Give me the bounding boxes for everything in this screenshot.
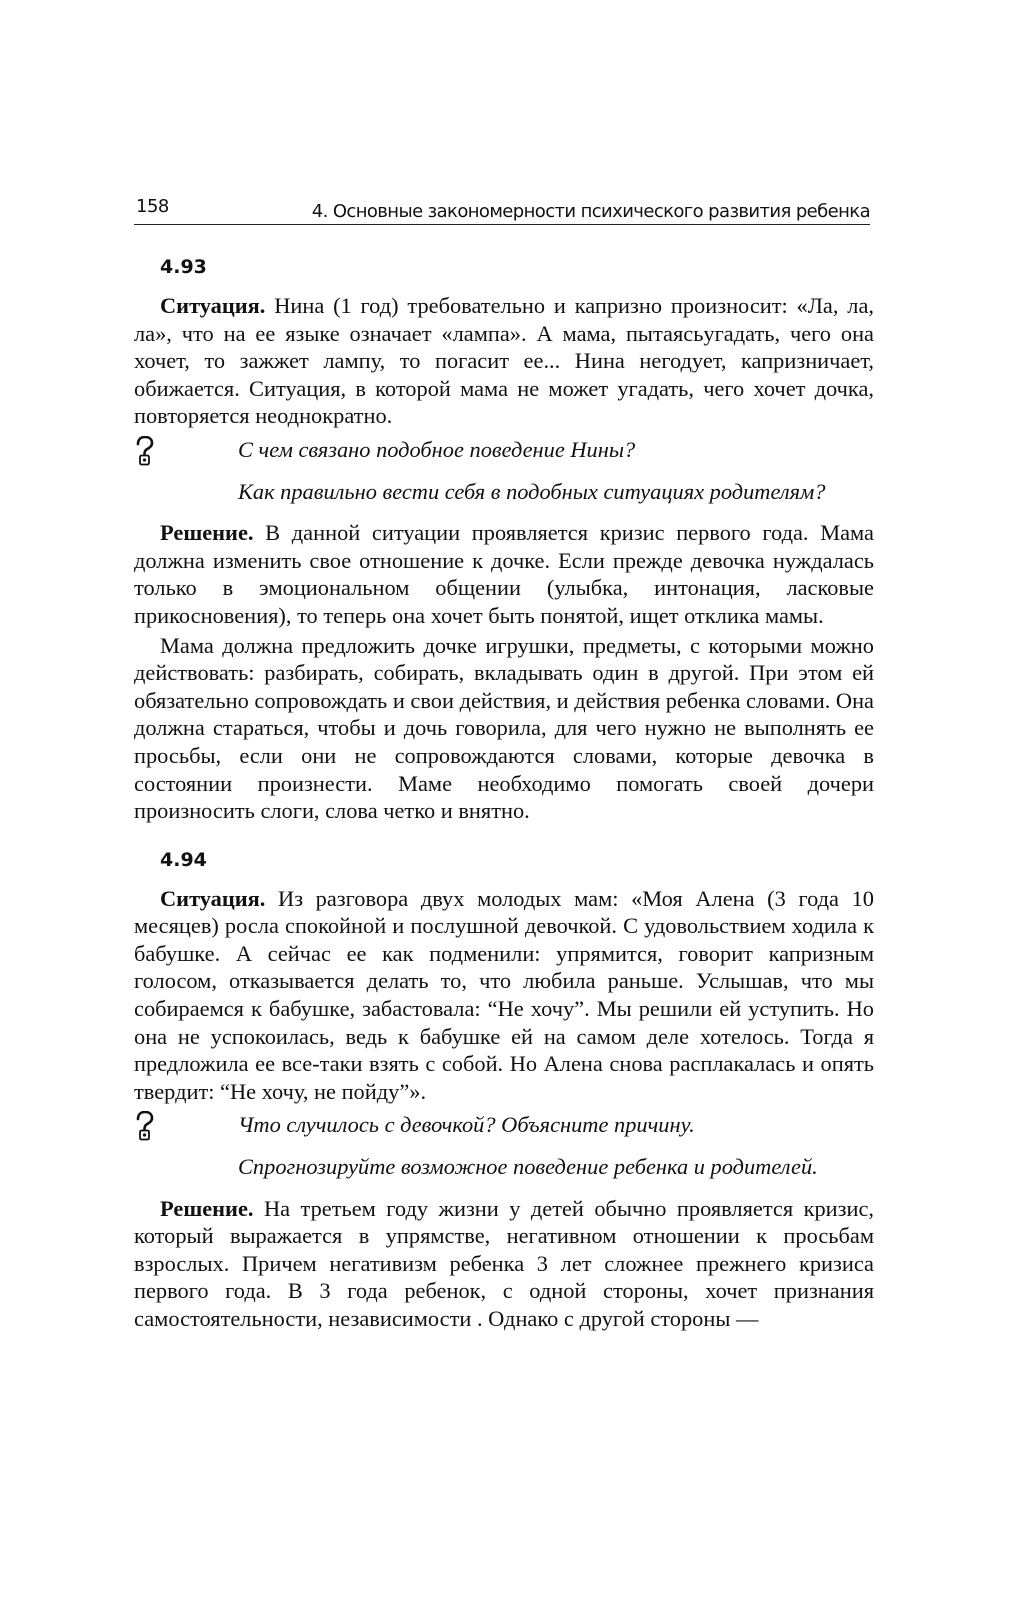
body-paragraph: Мама должна предложить дочке игрушки, предметы, с которыми можно действовать: разбирать, собирать, вкладывать один в другой. При этом ей обязательно сопровождать и свои действия, и действия ребенка словами. Она должна стараться, чтобы и дочь говорила, для чего нужно не выполнять ее просьбы, если они не сопровождаются словами, которые девочка в состоянии произнести. Маме необходимо помогать своей дочери произносить слоги, слова четко и внятно. — [134, 632, 874, 824]
situation-paragraph — [134, 292, 874, 430]
situation-paragraph — [134, 885, 874, 1106]
section-number-4-93: 4.93 — [160, 256, 207, 278]
question-block — [134, 436, 874, 505]
situation-label: Ситуация. — [160, 885, 266, 911]
question-mark-icon — [134, 436, 156, 466]
question-text: Что случилось с девочкой? Объясните причину. — [238, 1112, 695, 1138]
page-number: 158 — [136, 196, 169, 217]
situation-label: Ситуация. — [160, 293, 266, 318]
situation-text: Нина (1 год) требовательно и капризно произносит: «Ла, ла, ла», что на ее языке означает «лампа». А мама, пытаясьугадать, чего она хочет, то зажжет лампу, то погасит ее... Нина негодует, капризничает, обижается. Ситуация, в которой мама не может угадать, чего хочет дочка, повторяется неоднократно. — [134, 293, 874, 429]
section-number-4-94: 4.94 — [160, 848, 207, 871]
solution-paragraph — [134, 519, 874, 629]
question-block — [134, 1111, 874, 1180]
question-text: С чем связано подобное поведение Нины? — [238, 436, 636, 462]
page-content — [134, 240, 874, 1333]
question-mark-icon — [134, 1111, 156, 1141]
chapter-title: 4. Основные закономерности психического развития ребенка — [311, 201, 870, 222]
question-text: Как правильно вести себя в подобных ситуациях родителям? — [238, 478, 826, 504]
question-text: Спрогнозируйте возможное поведение ребенка и родителей. — [238, 1154, 818, 1180]
solution-label: Решение. — [160, 520, 254, 546]
running-head — [134, 192, 870, 225]
situation-text: Из разговора двух молодых мам: «Моя Алена (3 года 10 месяцев) росла спокойной и послушной девочкой. С удовольствием ходила к бабушке. А сейчас ее как подменили: упрямится, говорит капризным голосом, отказывается делать то, что любила раньше. Услышав, что мы собираемся к бабушке, забастовала: “Не хочу”. Мы решили ей уступить. Но она не успокоилась, ведь к бабушке ей на самом деле хотелось. Тогда я предложила ее все-таки взять с собой. Но Алена снова расплакалась и опять твердит: “Не хочу, не пойду”». — [134, 885, 874, 1104]
solution-text: На третьем году жизни у детей обычно проявляется кризис, который выражается в упрямстве, негативном отношении к просьбам взрослых. Причем негативизм ребенка 3 лет сложнее прежнего кризиса первого года. В 3 года ребенок, с одной стороны, хочет признания самостоятельности, независимости . Однако с другой стороны — — [134, 1195, 874, 1331]
solution-label: Решение. — [160, 1195, 254, 1221]
solution-paragraph — [134, 1195, 874, 1333]
solution-text: В данной ситуации проявляется кризис первого года. Мама должна изменить свое отношение к дочке. Если прежде девочка нуждалась только в эмоциональном общении (улыбка, интонация, ласковые прикосновения), то теперь она хочет быть понятой, ищет отклика мамы. — [134, 520, 874, 628]
